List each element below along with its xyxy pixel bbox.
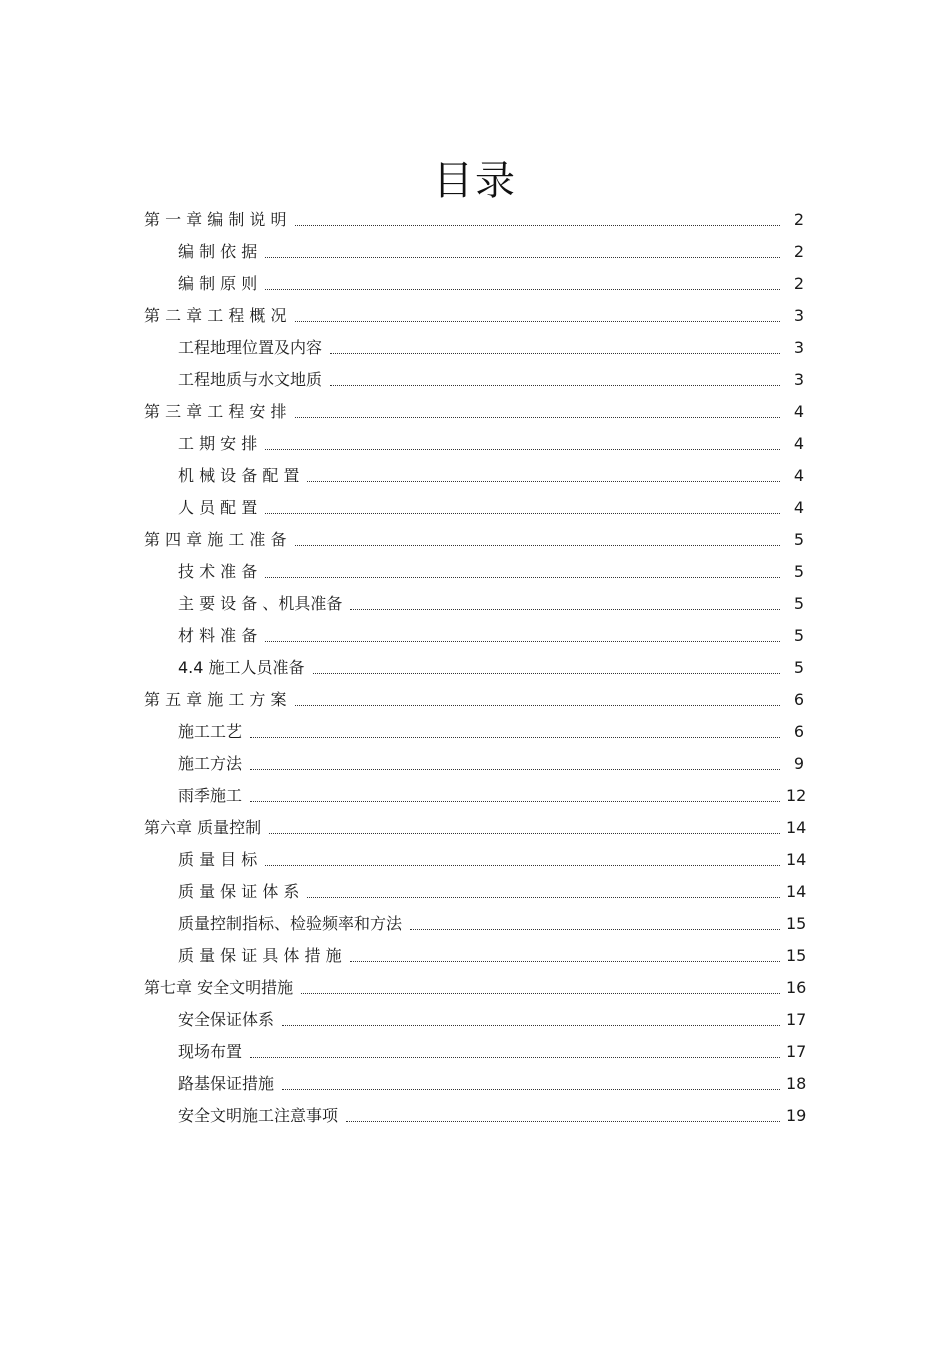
toc-dot-leader: [265, 288, 780, 290]
toc-dot-leader: [250, 800, 780, 802]
toc-dot-leader: [330, 352, 780, 354]
toc-chapter-entry[interactable]: [144, 298, 812, 330]
toc-dot-leader: [346, 1120, 780, 1122]
toc-dot-leader: [307, 480, 780, 482]
toc-dot-leader: [410, 928, 780, 930]
toc-page-number: 14: [786, 882, 807, 901]
toc-chapter-entry[interactable]: [144, 682, 812, 714]
toc-entry-title: 工 期 安 排: [178, 434, 258, 453]
toc-page-number: 3: [793, 370, 804, 389]
toc-page-number: 17: [786, 1010, 807, 1029]
toc-page-number: 4: [793, 402, 804, 421]
toc-page-number: 5: [793, 530, 804, 549]
toc-page-number: 4: [793, 498, 804, 517]
toc-entry-title: 质 量 保 证 体 系: [178, 882, 300, 901]
toc-dot-leader: [250, 768, 780, 770]
toc-entry-title: 安全保证体系: [178, 1010, 275, 1029]
toc-section-entry[interactable]: [144, 618, 812, 650]
toc-section-entry[interactable]: [144, 490, 812, 522]
toc-entry-title: 第六章 质量控制: [144, 818, 262, 837]
toc-entry-title: 第 五 章 施 工 方 案: [144, 690, 287, 709]
toc-page-number: 2: [793, 274, 804, 293]
toc-page-number: 3: [793, 338, 804, 357]
toc-page-number: 9: [793, 754, 804, 773]
toc-dot-leader: [313, 672, 780, 674]
toc-entry-title: 第七章 安全文明措施: [144, 978, 294, 997]
toc-page-number: 5: [793, 658, 804, 677]
toc-section-entry[interactable]: [144, 330, 812, 362]
toc-section-entry[interactable]: [144, 266, 812, 298]
toc-page-number: 18: [786, 1074, 807, 1093]
toc-section-entry[interactable]: [144, 938, 812, 970]
toc-entry-title: 工程地质与水文地质: [178, 370, 323, 389]
toc-dot-leader: [265, 512, 780, 514]
toc-dot-leader: [330, 384, 780, 386]
toc-dot-leader: [350, 608, 780, 610]
toc-dot-leader: [250, 736, 780, 738]
toc-dot-leader: [282, 1024, 780, 1026]
toc-dot-leader: [250, 1056, 780, 1058]
toc-page-number: 19: [786, 1106, 807, 1125]
toc-page-number: 6: [793, 690, 804, 709]
toc-page-number: 6: [793, 722, 804, 741]
toc-page-number: 5: [793, 594, 804, 613]
toc-section-entry[interactable]: [144, 426, 812, 458]
toc-entry-title: 雨季施工: [178, 786, 243, 805]
toc-section-entry[interactable]: [144, 554, 812, 586]
toc-page-number: 5: [793, 626, 804, 645]
toc-page-number: 12: [786, 786, 807, 805]
toc-chapter-entry[interactable]: [144, 394, 812, 426]
toc-dot-leader: [265, 448, 780, 450]
toc-section-entry[interactable]: [144, 746, 812, 778]
toc-page-number: 4: [793, 434, 804, 453]
toc-page-number: 17: [786, 1042, 807, 1061]
toc-dot-leader: [295, 416, 780, 418]
toc-section-entry[interactable]: [144, 362, 812, 394]
toc-chapter-entry[interactable]: [144, 202, 812, 234]
toc-section-entry[interactable]: [144, 874, 812, 906]
toc-dot-leader: [265, 256, 780, 258]
toc-page-number: 14: [786, 850, 807, 869]
toc-entry-title: 材 料 准 备: [178, 626, 258, 645]
toc-page-number: 5: [793, 562, 804, 581]
toc-page-number: 15: [786, 946, 807, 965]
toc-entry-title: 第 三 章 工 程 安 排: [144, 402, 287, 421]
toc-entry-title: 工程地理位置及内容: [178, 338, 323, 357]
toc-section-entry[interactable]: [144, 1034, 812, 1066]
toc-entry-title: 编 制 原 则: [178, 274, 258, 293]
toc-page-number: 16: [786, 978, 807, 997]
toc-page-number: 3: [793, 306, 804, 325]
toc-section-entry[interactable]: [144, 714, 812, 746]
toc-section-entry[interactable]: [144, 586, 812, 618]
toc-section-entry[interactable]: [144, 458, 812, 490]
toc-dot-leader: [295, 224, 780, 226]
toc-dot-leader: [295, 544, 780, 546]
toc-page-number: 2: [793, 242, 804, 261]
toc-dot-leader: [282, 1088, 780, 1090]
toc-entry-title: 主 要 设 备 、机具准备: [178, 594, 343, 613]
toc-dot-leader: [295, 320, 780, 322]
toc-entry-title: 路基保证措施: [178, 1074, 275, 1093]
toc-chapter-entry[interactable]: [144, 522, 812, 554]
toc-dot-leader: [265, 864, 780, 866]
toc-entry-title: 质 量 目 标: [178, 850, 258, 869]
toc-dot-leader: [301, 992, 780, 994]
toc-chapter-entry[interactable]: [144, 810, 812, 842]
toc-section-entry[interactable]: [144, 778, 812, 810]
table-of-contents: [144, 202, 812, 1130]
toc-entry-title: 第 四 章 施 工 准 备: [144, 530, 287, 549]
toc-dot-leader: [295, 704, 780, 706]
toc-entry-title: 人 员 配 置: [178, 498, 258, 517]
toc-section-entry[interactable]: [144, 842, 812, 874]
toc-entry-title: 现场布置: [178, 1042, 243, 1061]
toc-dot-leader: [269, 832, 780, 834]
toc-page-number: 2: [793, 210, 804, 229]
toc-entry-title: 编 制 依 据: [178, 242, 258, 261]
toc-entry-title: 技 术 准 备: [178, 562, 258, 581]
page-title: 目录: [433, 157, 517, 204]
toc-entry-title: 第 二 章 工 程 概 况: [144, 306, 287, 325]
toc-section-entry[interactable]: [144, 906, 812, 938]
toc-section-entry[interactable]: [144, 1098, 812, 1130]
toc-entry-title: 质 量 保 证 具 体 措 施: [178, 946, 342, 965]
toc-page-number: 14: [786, 818, 807, 837]
toc-entry-title: 安全文明施工注意事项: [178, 1106, 339, 1125]
toc-entry-title: 施工工艺: [178, 722, 243, 741]
toc-dot-leader: [265, 576, 780, 578]
toc-page-number: 15: [786, 914, 807, 933]
toc-section-entry[interactable]: [144, 1002, 812, 1034]
toc-dot-leader: [350, 960, 780, 962]
toc-entry-title: 施工方法: [178, 754, 243, 773]
toc-section-entry[interactable]: [144, 650, 812, 682]
toc-dot-leader: [265, 640, 780, 642]
toc-page-number: 4: [793, 466, 804, 485]
toc-entry-title: 4.4 施工人员准备: [178, 658, 305, 677]
toc-chapter-entry[interactable]: [144, 970, 812, 1002]
toc-entry-title: 质量控制指标、检验频率和方法: [178, 914, 403, 933]
toc-entry-title: 第 一 章 编 制 说 明: [144, 210, 287, 229]
toc-section-entry[interactable]: [144, 1066, 812, 1098]
toc-section-entry[interactable]: [144, 234, 812, 266]
toc-dot-leader: [307, 896, 780, 898]
toc-entry-title: 机 械 设 备 配 置: [178, 466, 300, 485]
